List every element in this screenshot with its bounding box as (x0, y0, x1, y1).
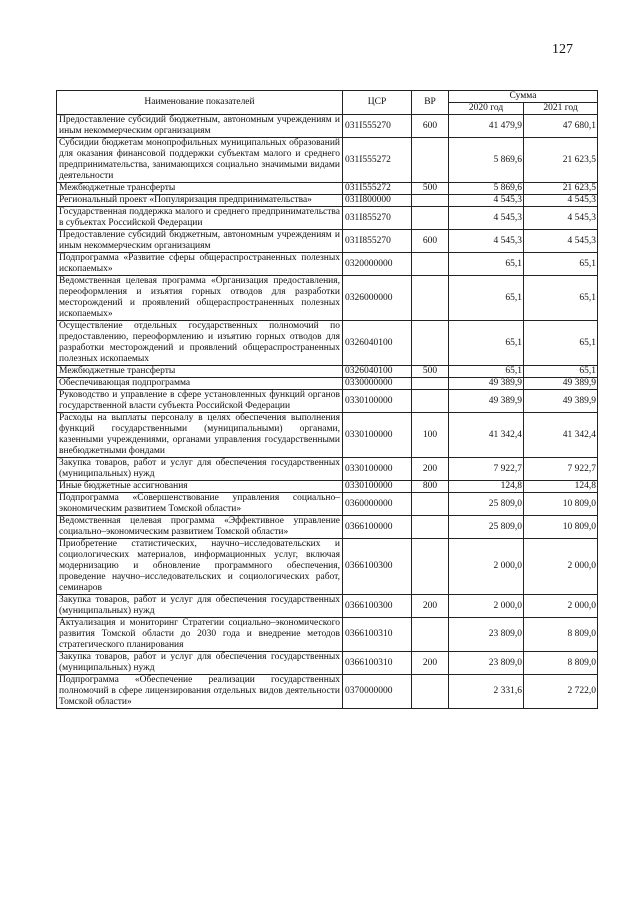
row-csr: 031I855270 (343, 230, 412, 253)
row-vr: 500 (412, 183, 449, 195)
row-2021: 41 342,4 (524, 413, 598, 458)
row-2021: 49 389,9 (524, 378, 598, 390)
table-row (57, 618, 598, 652)
row-csr: 0366100310 (343, 652, 412, 675)
row-csr: 0366100000 (343, 516, 412, 539)
row-vr: 800 (412, 481, 449, 493)
row-name: Предоставление субсидий бюджетным, автономным учреждениям и иным некоммерческим организациям (57, 230, 343, 253)
row-csr: 0330100000 (343, 481, 412, 493)
row-csr: 031I555272 (343, 138, 412, 183)
table-row (57, 115, 598, 138)
row-csr: 0330100000 (343, 458, 412, 481)
row-csr: 0366100310 (343, 618, 412, 652)
row-2021: 47 680,1 (524, 115, 598, 138)
row-name: Субсидии бюджетам монопрофильных муниципальных образований для оказания финансовой поддержки субъектам малого и среднего предпринимательства, занимающихся социально значимыми видами деятельности (57, 138, 343, 183)
row-csr: 0370000000 (343, 675, 412, 709)
row-2020: 41 479,9 (449, 115, 524, 138)
row-2021: 2 000,0 (524, 539, 598, 595)
table-row (57, 321, 598, 366)
row-2021: 7 922,7 (524, 458, 598, 481)
row-csr: 0326040100 (343, 366, 412, 378)
row-2020: 5 869,6 (449, 183, 524, 195)
row-2021: 4 545,3 (524, 207, 598, 230)
row-name: Подпрограмма «Совершенствование управления социально–экономическим развитием Томской области» (57, 493, 343, 516)
header-vr: ВР (412, 91, 449, 115)
row-2021: 65,1 (524, 276, 598, 321)
row-2020: 23 809,0 (449, 652, 524, 675)
row-2020: 65,1 (449, 253, 524, 276)
row-name: Обеспечивающая подпрограмма (57, 378, 343, 390)
header-2020: 2020 год (449, 103, 524, 115)
row-2020: 49 389,9 (449, 378, 524, 390)
row-2020: 4 545,3 (449, 230, 524, 253)
row-csr: 0326040100 (343, 321, 412, 366)
row-name: Региональный проект «Популяризация предпринимательства» (57, 195, 343, 207)
row-2021: 2 722,0 (524, 675, 598, 709)
row-name: Осуществление отдельных государственных полномочий по предоставлению, переоформлению и изъятию горных отводов для разработки месторождений и проявлений общераспространенных полезных ископаемых (57, 321, 343, 366)
row-vr (412, 207, 449, 230)
row-csr: 0330000000 (343, 378, 412, 390)
table-row (57, 458, 598, 481)
row-2020: 2 000,0 (449, 539, 524, 595)
row-vr: 100 (412, 413, 449, 458)
table-row (57, 378, 598, 390)
row-2020: 2 000,0 (449, 595, 524, 618)
row-name: Ведомственная целевая программа «Эффективное управление социально–экономическим развитием Томской области» (57, 516, 343, 539)
row-2020: 65,1 (449, 366, 524, 378)
row-2021: 4 545,3 (524, 195, 598, 207)
row-csr: 031I800000 (343, 195, 412, 207)
header-csr: ЦСР (343, 91, 412, 115)
page-number: 127 (552, 42, 573, 57)
row-2020: 25 809,0 (449, 493, 524, 516)
row-vr (412, 675, 449, 709)
row-name: Подпрограмма «Обеспечение реализации государственных полномочий в сфере лицензирования отдельных видов деятельности Томской области» (57, 675, 343, 709)
row-name: Приобретение статистических, научно–исследовательских и социологических материалов, информационных услуг, включая модернизацию и обновление программного обеспечения, проведение научно–исследовательских и социологических работ, семинаров (57, 539, 343, 595)
row-csr: 031I555272 (343, 183, 412, 195)
table-row (57, 516, 598, 539)
row-vr: 200 (412, 652, 449, 675)
row-name: Подпрограмма «Развитие сферы общераспространенных полезных ископаемых» (57, 253, 343, 276)
row-name: Закупка товаров, работ и услуг для обеспечения государственных (муниципальных) нужд (57, 652, 343, 675)
table-row (57, 539, 598, 595)
row-vr: 200 (412, 458, 449, 481)
header-2021: 2021 год (524, 103, 598, 115)
row-csr: 0320000000 (343, 253, 412, 276)
row-vr (412, 493, 449, 516)
row-2020: 65,1 (449, 321, 524, 366)
row-2020: 4 545,3 (449, 207, 524, 230)
header-name: Наименование показателей (57, 91, 343, 115)
row-vr: 500 (412, 366, 449, 378)
row-2021: 21 623,5 (524, 183, 598, 195)
row-2021: 8 809,0 (524, 652, 598, 675)
row-2021: 49 389,9 (524, 390, 598, 413)
row-vr (412, 378, 449, 390)
table-row (57, 276, 598, 321)
row-2021: 65,1 (524, 366, 598, 378)
table-row (57, 493, 598, 516)
table-row (57, 675, 598, 709)
row-2020: 5 869,6 (449, 138, 524, 183)
row-name: Межбюджетные трансферты (57, 366, 343, 378)
row-vr (412, 321, 449, 366)
row-vr: 600 (412, 230, 449, 253)
row-name: Иные бюджетные ассигнования (57, 481, 343, 493)
row-2020: 23 809,0 (449, 618, 524, 652)
row-vr (412, 390, 449, 413)
row-vr (412, 276, 449, 321)
row-2021: 65,1 (524, 253, 598, 276)
row-csr: 0366100300 (343, 539, 412, 595)
table-row (57, 652, 598, 675)
row-2021: 4 545,3 (524, 230, 598, 253)
row-csr: 0330100000 (343, 413, 412, 458)
row-2021: 65,1 (524, 321, 598, 366)
table-row (57, 253, 598, 276)
row-2020: 2 331,6 (449, 675, 524, 709)
table-row (57, 207, 598, 230)
row-csr: 0366100300 (343, 595, 412, 618)
row-vr: 600 (412, 115, 449, 138)
row-2021: 10 809,0 (524, 493, 598, 516)
row-2020: 65,1 (449, 276, 524, 321)
row-name: Государственная поддержка малого и среднего предпринимательства в субъектах Российской Федерации (57, 207, 343, 230)
row-2021: 21 623,5 (524, 138, 598, 183)
row-csr: 0330100000 (343, 390, 412, 413)
row-vr (412, 253, 449, 276)
table-body (57, 115, 598, 709)
row-2020: 7 922,7 (449, 458, 524, 481)
row-2020: 49 389,9 (449, 390, 524, 413)
row-csr: 0360000000 (343, 493, 412, 516)
row-name: Актуализация и мониторинг Стратегии социально–экономического развития Томской области до 2030 года и внедрение методов стратегического планирования (57, 618, 343, 652)
row-name: Расходы на выплаты персоналу в целях обеспечения выполнения функций государственными (муниципальными) органами, казенными учреждениями, органами управления государственными внебюджетными фондами (57, 413, 343, 458)
row-2021: 8 809,0 (524, 618, 598, 652)
table-row (57, 481, 598, 493)
row-vr (412, 618, 449, 652)
table-row (57, 230, 598, 253)
table-row (57, 183, 598, 195)
row-vr (412, 138, 449, 183)
row-name: Закупка товаров, работ и услуг для обеспечения государственных (муниципальных) нужд (57, 595, 343, 618)
row-vr (412, 516, 449, 539)
row-2020: 4 545,3 (449, 195, 524, 207)
row-name: Ведомственная целевая программа «Организация предоставления, переоформления и изъятия горных отводов для разработки месторождений и проявлений общераспространенных полезных ископаемых» (57, 276, 343, 321)
budget-table (56, 90, 598, 709)
table-row (57, 195, 598, 207)
row-name: Предоставление субсидий бюджетным, автономным учреждениям и иным некоммерческим организациям (57, 115, 343, 138)
table-row (57, 366, 598, 378)
header-sum: Сумма (449, 91, 598, 103)
table-row (57, 390, 598, 413)
row-2021: 10 809,0 (524, 516, 598, 539)
row-csr: 031I555270 (343, 115, 412, 138)
row-2021: 124,8 (524, 481, 598, 493)
row-csr: 031I855270 (343, 207, 412, 230)
row-name: Руководство и управление в сфере установленных функций органов государственной власти субъекта Российской Федерации (57, 390, 343, 413)
row-name: Закупка товаров, работ и услуг для обеспечения государственных (муниципальных) нужд (57, 458, 343, 481)
row-vr: 200 (412, 595, 449, 618)
row-name: Межбюджетные трансферты (57, 183, 343, 195)
row-vr (412, 195, 449, 207)
table-row (57, 413, 598, 458)
row-2020: 124,8 (449, 481, 524, 493)
row-2020: 25 809,0 (449, 516, 524, 539)
row-2020: 41 342,4 (449, 413, 524, 458)
row-vr (412, 539, 449, 595)
table-row (57, 138, 598, 183)
table-row (57, 595, 598, 618)
row-csr: 0326000000 (343, 276, 412, 321)
row-2021: 2 000,0 (524, 595, 598, 618)
